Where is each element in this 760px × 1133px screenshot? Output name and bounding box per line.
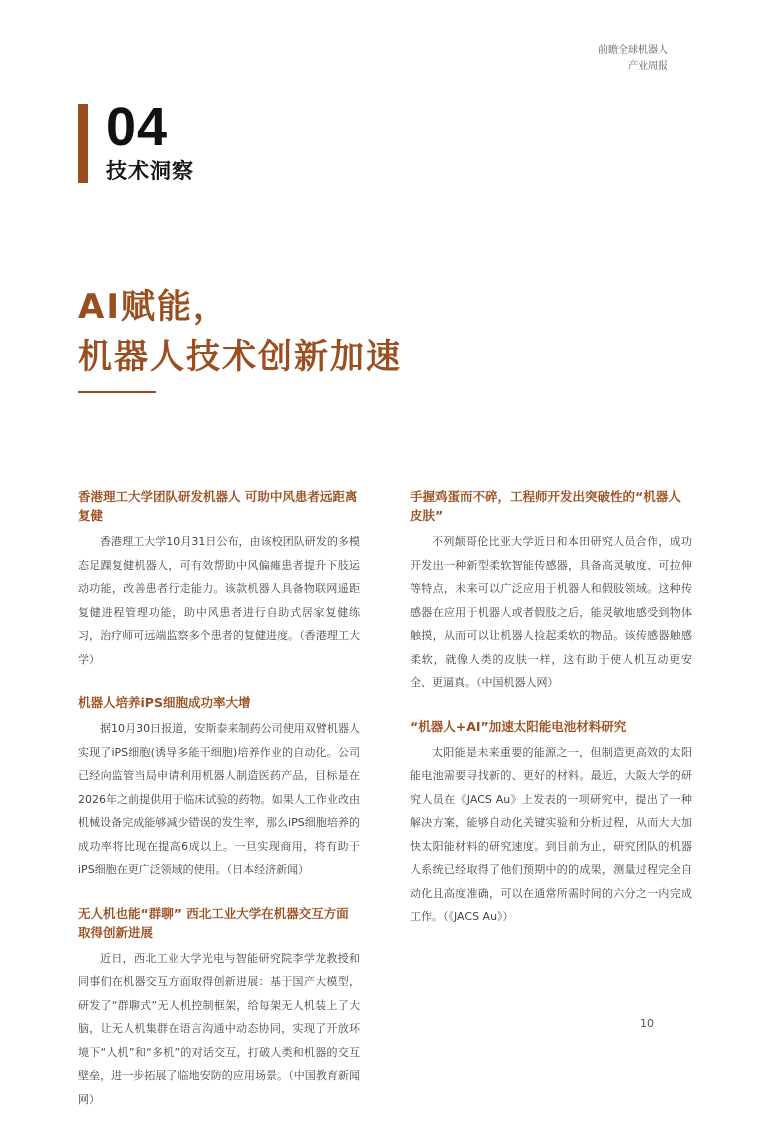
article-title: 无人机也能“群聊” 西北工业大学在机器交互方面取得创新进展	[78, 905, 349, 940]
section-accent-bar	[78, 104, 88, 183]
article-body: 近日，西北工业大学光电与智能研究院李学龙教授和同事们在机器交互方面取得创新进展：基于国产大模型，研发了“群聊式”无人机控制框架，给每架无人机装上了大脑，让无人机集群在语言沟通中动态协同，实现了开放环境下“人机”和“多机”的对话交互，打破人类和机器的交互壁垒，进一步拓展了临地安防的应用场景。（中国教育新闻网）	[78, 951, 360, 1106]
report-header	[598, 43, 668, 75]
hero-title	[78, 282, 402, 382]
article-title: 手握鸡蛋而不碎，工程师开发出突破性的“机器人皮肤”	[410, 489, 681, 523]
hero-divider	[78, 391, 156, 393]
article	[410, 487, 692, 695]
article-title: 香港理工大学团队研发机器人 可助中风患者远距离复健	[78, 489, 358, 523]
report-type: 产业周报	[628, 61, 668, 72]
article-body: 香港理工大学10月31日公布，由该校团队研发的多模态足踝复健机器人，可有效帮助中风偏瘫患者提升下肢运动功能，改善患者行走能力。该款机器人具备物联网遥距复健进程管理功能，助中风患者进行自助式居家复健练习，治疗师可远端监察多个患者的复健进度。（香港理工大学）	[78, 535, 360, 666]
report-name: 前瞻全球机器人	[598, 45, 668, 56]
hero-title-line2: 机器人技术创新加速	[78, 337, 402, 377]
article-body: 不列颠哥伦比亚大学近日和本田研究人员合作，成功开发出一种新型柔软智能传感器，具备高灵敏度、可拉伸等特点，未来可以广泛应用于机器人和假肢领域。这种传感器在应用于机器人或者假肢之后，能灵敏地感受到物体触摸，从而可以让机器人捡起柔软的物品。该传感器触感柔软，就像人类的皮肤一样，这有助于使人机互动更安全、更逼真。（中国机器人网）	[410, 535, 692, 689]
article-title: 机器人培养iPS细胞成功率大增	[78, 695, 251, 710]
article	[410, 717, 692, 929]
article-body: 太阳能是未来重要的能源之一，但制造更高效的太阳能电池需要寻找新的、更好的材料。最近，大阪大学的研究人员在《JACS Au》上发表的一项研究中，提出了一种解决方案，能够自动化关键实验和分析过程，从而大大加快太阳能材料的研究速度。到目前为止，研究团队的机器人系统已经取得了他们预期中的的成果，测量过程完全自动化且高度准确，可以在通常所需时间的六分之一内完成工作。（《JACS Au》）	[410, 745, 692, 923]
right-column	[410, 487, 692, 951]
article	[78, 487, 360, 671]
article	[78, 693, 360, 882]
article	[78, 904, 360, 1112]
article-title: “机器人+AI”加速太阳能电池材料研究	[410, 718, 627, 734]
section-number: 04	[106, 97, 169, 157]
page-number: 10	[640, 1017, 654, 1030]
article-body: 据10月30日报道，安斯泰来制药公司使用双臂机器人实现了iPS细胞(诱导多能干细胞)培养作业的自动化。公司已经向监管当局申请利用机器人制造医药产品，目标是在2026年之前提供用于临床试验的药物。如果人工作业改由机械设备完成能够减少错误的发生率，那么iPS细胞培养的成功率将比现在提高6成以上。一旦实现商用，将有助于iPS细胞在更广泛领域的使用。（日本经济新闻）	[78, 722, 360, 876]
hero-title-line1: AI赋能，	[78, 287, 229, 327]
section-title: 技术洞察	[106, 159, 194, 183]
left-column	[78, 487, 360, 1133]
